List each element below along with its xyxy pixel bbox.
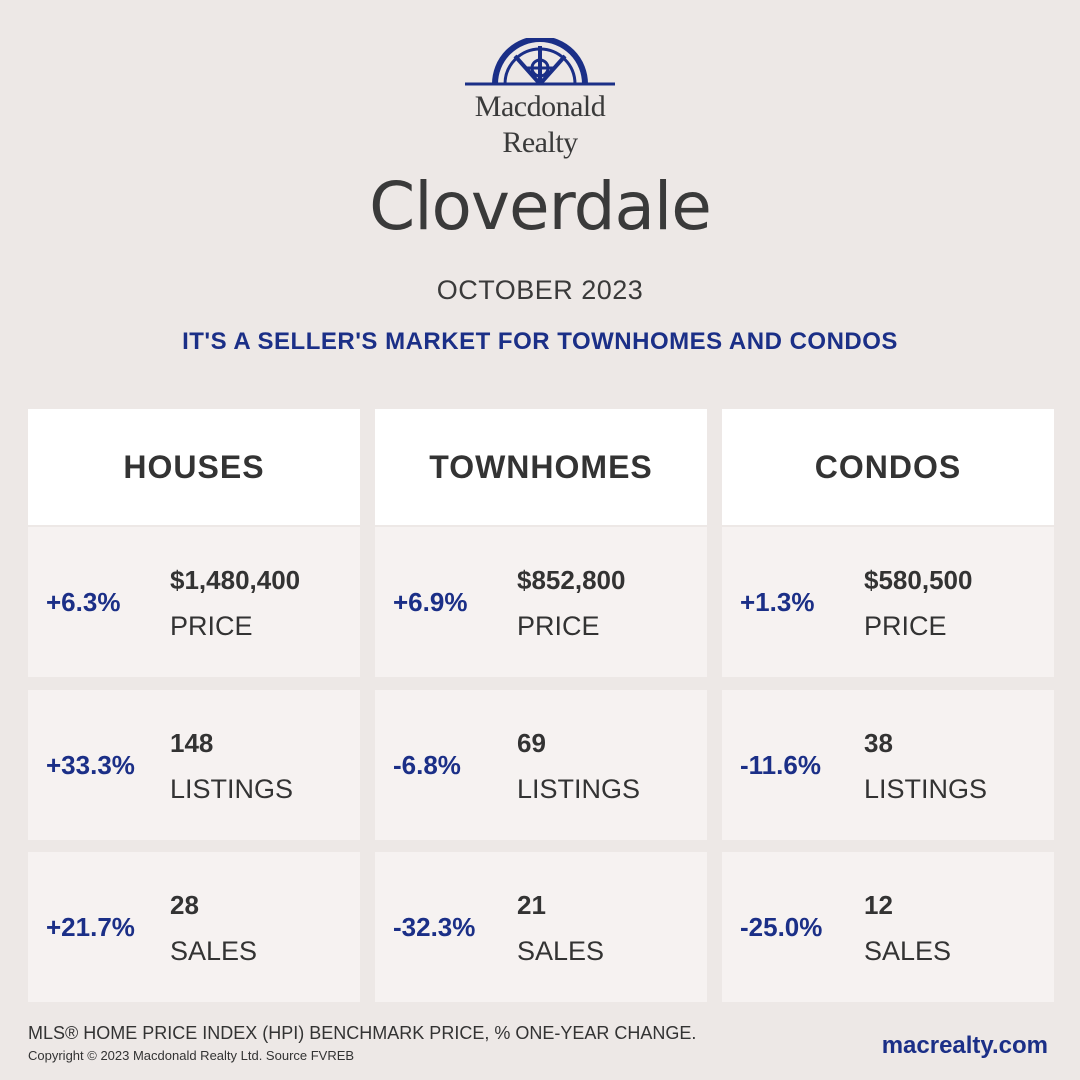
price-change: +1.3% xyxy=(740,587,815,617)
condos-price-card xyxy=(722,527,1054,677)
price-label: PRICE xyxy=(170,611,253,641)
city-title: Cloverdale xyxy=(369,168,711,245)
price-change: +6.9% xyxy=(393,587,468,617)
report-month: OCTOBER 2023 xyxy=(436,275,644,305)
price-label: PRICE xyxy=(517,611,600,641)
column-title: TOWNHOMES xyxy=(375,409,707,525)
condos-listings-card xyxy=(722,690,1054,840)
listings-label: LISTINGS xyxy=(170,774,294,804)
market-headline: IT'S A SELLER'S MARKET FOR TOWNHOMES AND CONDOS xyxy=(182,328,898,355)
column-condos xyxy=(722,409,1054,525)
townhomes-listings-card xyxy=(375,690,707,840)
sales-value: 12 xyxy=(864,890,893,920)
listings-change: -11.6% xyxy=(740,750,821,780)
listings-value: 69 xyxy=(517,728,546,758)
sales-label: SALES xyxy=(864,936,952,966)
sales-value: 21 xyxy=(517,890,546,920)
price-value: $852,800 xyxy=(517,565,626,595)
sales-label: SALES xyxy=(517,936,605,966)
methodology-note: MLS® HOME PRICE INDEX (HPI) BENCHMARK PRICE, % ONE-YEAR CHANGE. xyxy=(28,1023,697,1043)
brand-logo xyxy=(440,38,640,168)
column-townhomes xyxy=(375,409,707,525)
logo-text-line2: Realty xyxy=(502,126,578,159)
logo-text-line1: Macdonald xyxy=(474,90,606,123)
sales-change: -25.0% xyxy=(740,912,823,942)
townhomes-price-card xyxy=(375,527,707,677)
column-title: HOUSES xyxy=(28,409,360,525)
listings-change: +33.3% xyxy=(46,750,135,780)
website-link[interactable]: macrealty.com xyxy=(881,1032,1048,1059)
price-change: +6.3% xyxy=(46,587,121,617)
listings-change: -6.8% xyxy=(393,750,461,780)
sales-value: 28 xyxy=(170,890,199,920)
townhomes-sales-card xyxy=(375,852,707,1002)
column-houses xyxy=(28,409,360,525)
sales-change: -32.3% xyxy=(393,912,476,942)
column-title: CONDOS xyxy=(722,409,1054,525)
listings-value: 148 xyxy=(170,728,214,758)
copyright-text: Copyright © 2023 Macdonald Realty Ltd. Source FVREB xyxy=(28,1048,355,1063)
price-value: $1,480,400 xyxy=(170,565,301,595)
sunburst-logo-icon xyxy=(465,38,615,88)
listings-value: 38 xyxy=(864,728,893,758)
houses-price-card xyxy=(28,527,360,677)
sales-label: SALES xyxy=(170,936,258,966)
listings-label: LISTINGS xyxy=(864,774,988,804)
sales-change: +21.7% xyxy=(46,912,135,942)
houses-listings-card xyxy=(28,690,360,840)
houses-sales-card xyxy=(28,852,360,1002)
price-value: $580,500 xyxy=(864,565,973,595)
price-label: PRICE xyxy=(864,611,947,641)
listings-label: LISTINGS xyxy=(517,774,641,804)
condos-sales-card xyxy=(722,852,1054,1002)
